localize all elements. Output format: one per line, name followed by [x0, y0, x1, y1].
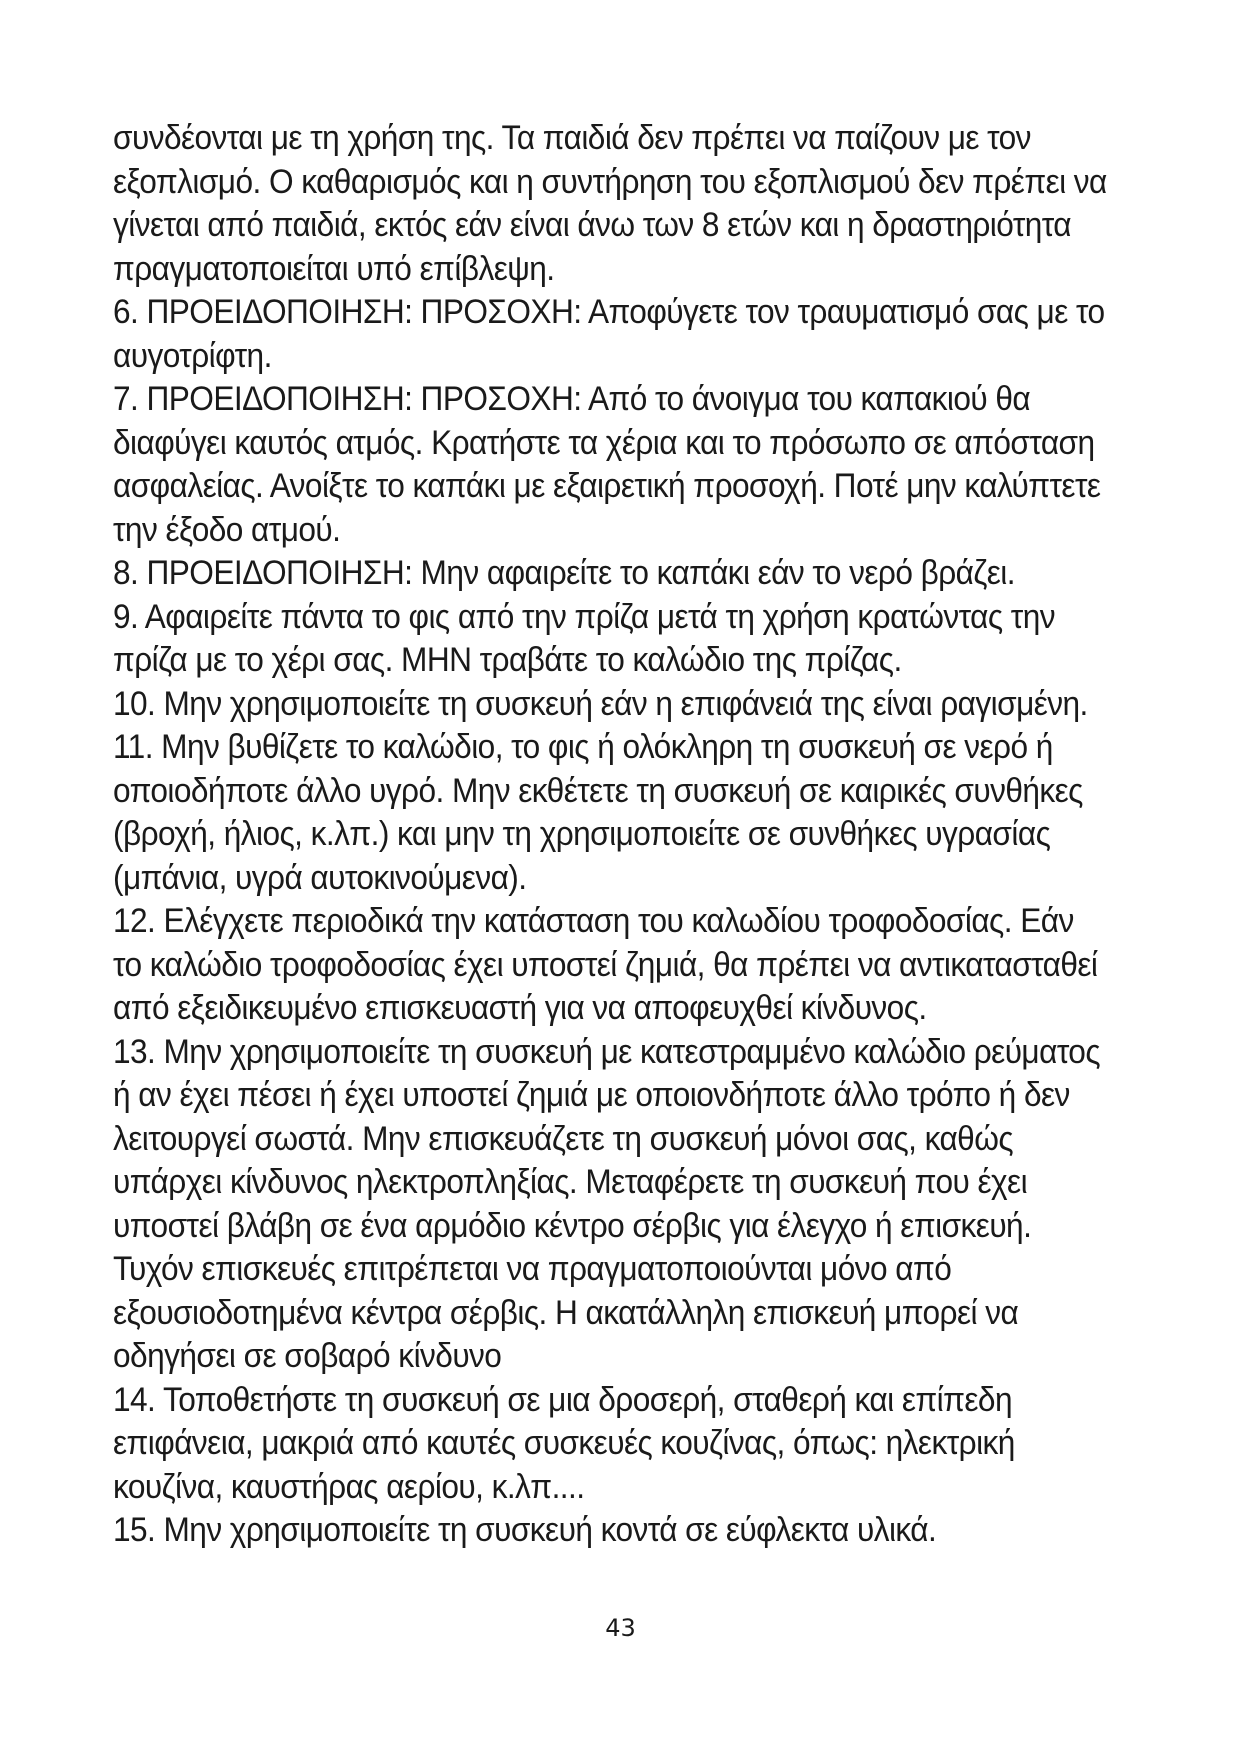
text-line: εξουσιοδοτημένα κέντρα σέρβις. Η ακατάλληλη επισκευή μπορεί να: [113, 1293, 1019, 1332]
text-line: λειτουργεί σωστά. Μην επισκευάζετε τη συσκευή μόνοι σας, καθώς: [113, 1119, 1014, 1158]
text-line: διαφύγει καυτός ατμός. Κρατήστε τα χέρια και το πρόσωπο σε απόσταση: [113, 423, 1095, 462]
text-line: γίνεται από παιδιά, εκτός εάν είναι άνω των 8 ετών και η δραστηριότητα: [113, 206, 1072, 244]
text-line: αυγοτρίφτη.: [113, 336, 272, 375]
text-line: ή αν έχει πέσει ή έχει υποστεί ζημιά με οποιονδήποτε άλλο τρόπο ή δεν: [113, 1076, 1070, 1114]
text-line: 10. Μην χρησιμοποιείτε τη συσκευή εάν η επιφάνειά της είναι ραγισμένη.: [113, 684, 1088, 723]
text-line: συνδέονται με τη χρήση της. Τα παιδιά δεν πρέπει να παίζουν με τον: [113, 119, 1031, 157]
text-line: 15. Μην χρησιμοποιείτε τη συσκευή κοντά σε εύφλεκτα υλικά.: [113, 1511, 937, 1549]
text-line: 9. Αφαιρείτε πάντα το φις από την πρίζα μετά τη χρήση κρατώντας την: [113, 597, 1055, 636]
text-line: οποιοδήποτε άλλο υγρό. Μην εκθέτετε τη συσκευή σε καιρικές συνθήκες: [113, 771, 1083, 810]
text-line: (μπάνια, υγρά αυτοκινούμενα).: [113, 858, 527, 897]
text-line: πρίζα με το χέρι σας. ΜΗΝ τραβάτε το καλώδιο της πρίζας.: [113, 641, 902, 679]
text-line: ασφαλείας. Ανοίξτε το καπάκι με εξαιρετική προσοχή. Ποτέ μην καλύπτετε: [113, 467, 1101, 505]
text-line: επιφάνεια, μακριά από καυτές συσκευές κουζίνας, όπως: ηλεκτρική: [113, 1424, 1015, 1462]
text-line: 13. Μην χρησιμοποιείτε τη συσκευή με κατεστραμμένο καλώδιο ρεύματος: [113, 1032, 1101, 1071]
text-line: το καλώδιο τροφοδοσίας έχει υποστεί ζημιά, θα πρέπει να αντικατασταθεί: [113, 945, 1098, 984]
text-line: κουζίνα, καυστήρας αερίου, κ.λπ....: [113, 1467, 585, 1506]
page-number: 43: [605, 1614, 636, 1642]
text-line: Τυχόν επισκευές επιτρέπεται να πραγματοποιούνται μόνο από: [113, 1250, 952, 1288]
text-line: οδηγήσει σε σοβαρό κίνδυνο: [113, 1337, 502, 1375]
text-line: πραγματοποιείται υπό επίβλεψη.: [113, 249, 555, 288]
text-line: 14. Τοποθετήστε τη συσκευή σε μια δροσερή, σταθερή και επίπεδη: [113, 1380, 1012, 1419]
text-line: την έξοδο ατμού.: [113, 510, 341, 549]
text-line: 12. Ελέγχετε περιοδικά την κατάσταση του καλωδίου τροφοδοσίας. Εάν: [113, 902, 1074, 940]
safety-instructions-text: [113, 117, 1117, 1553]
text-line: υπάρχει κίνδυνος ηλεκτροπληξίας. Μεταφέρετε τη συσκευή που έχει: [113, 1163, 1028, 1201]
text-line: εξοπλισμό. Ο καθαρισμός και η συντήρηση του εξοπλισμού δεν πρέπει να: [113, 162, 1107, 201]
text-line: (βροχή, ήλιος, κ.λπ.) και μην τη χρησιμοποιείτε σε συνθήκες υγρασίας: [113, 815, 1051, 853]
text-line: 8. ΠΡΟΕΙΔΟΠΟΙΗΣΗ: Μην αφαιρείτε το καπάκι εάν το νερό βράζει.: [113, 554, 1015, 592]
text-line: 7. ΠΡΟΕΙΔΟΠΟΙΗΣΗ: ΠΡΟΣΟΧΗ: Από το άνοιγμα του καπακιού θα: [113, 380, 1031, 418]
text-line: 6. ΠΡΟΕΙΔΟΠΟΙΗΣΗ: ΠΡΟΣΟΧΗ: Αποφύγετε τον τραυματισμό σας με το: [113, 293, 1105, 331]
text-line: 11. Μην βυθίζετε το καλώδιο, το φις ή ολόκληρη τη συσκευή σε νερό ή: [113, 728, 1053, 766]
text-line: υποστεί βλάβη σε ένα αρμόδιο κέντρο σέρβις για έλεγχο ή επισκευή.: [113, 1206, 1032, 1245]
text-line: από εξειδικευμένο επισκευαστή για να αποφευχθεί κίνδυνος.: [113, 989, 927, 1027]
